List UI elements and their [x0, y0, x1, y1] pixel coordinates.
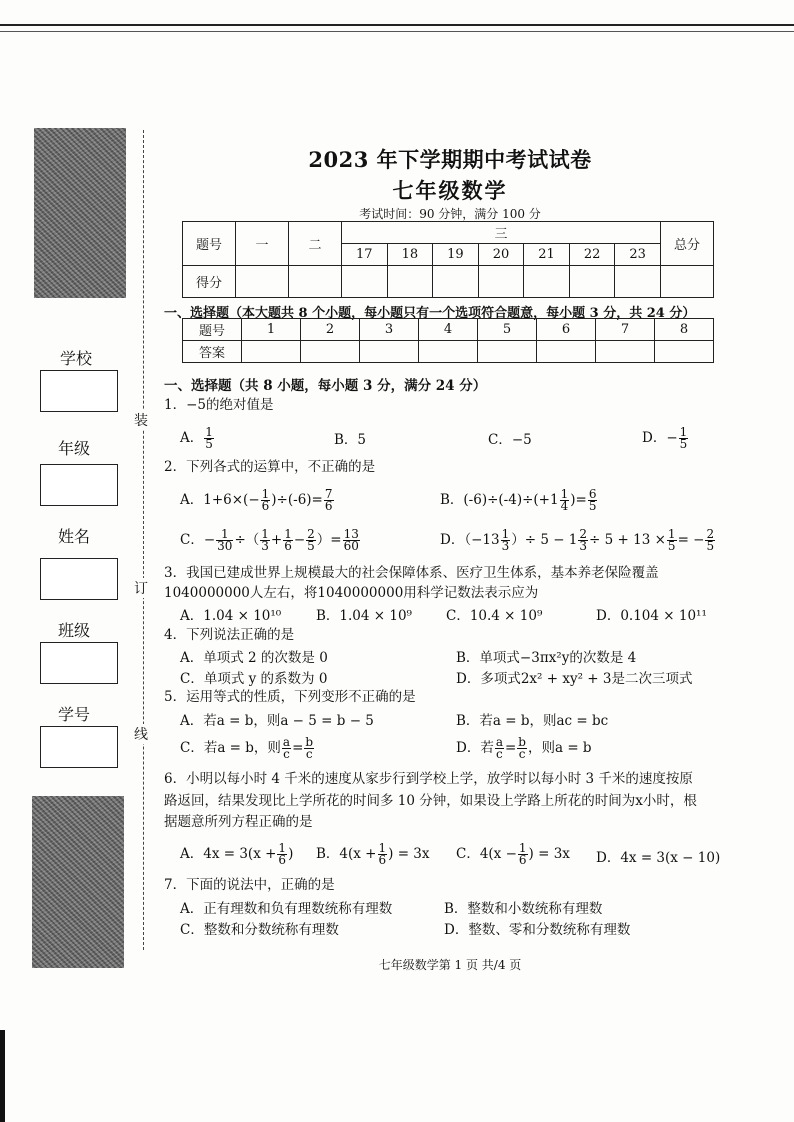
answer-number: 5 [478, 319, 537, 341]
score-subnum: 20 [478, 244, 524, 266]
question-3-option-a: A．1.04 × 10¹⁰ [180, 608, 282, 624]
question-4-option-b: B．单项式−3πx²y的次数是 4 [456, 650, 637, 666]
score-header-total: 总分 [661, 222, 714, 266]
answer-number: 6 [537, 319, 596, 341]
score-cell[interactable] [387, 266, 433, 298]
answer-number: 3 [360, 319, 419, 341]
scan-top-line [0, 24, 794, 26]
question-7-option-a: A．正有理数和负有理数统称有理数 [180, 901, 393, 917]
scan-top-line [0, 31, 794, 32]
answer-cell[interactable] [360, 341, 419, 363]
question-5-option-b: B．若a = b，则ac = bc [456, 713, 609, 729]
score-cell[interactable] [236, 266, 289, 298]
score-cell[interactable] [661, 266, 714, 298]
score-row-label: 得分 [183, 266, 236, 298]
exam-info: 考试时间：90 分钟，满分 100 分 [359, 207, 541, 221]
score-cell[interactable] [524, 266, 570, 298]
binding-line [143, 130, 144, 950]
question-2-option-d: D．（−13 $\frac{1}{3}$ ）÷ 5 − 1 $\frac{2}{3}$ ÷ 5 + 13 × $\frac{1}{5}$ = − $\frac{2}{5}$ [440, 527, 715, 553]
question-5-stem: 5．运用等式的性质，下列变形不正确的是 [164, 689, 416, 705]
question-3-stem-line1: 3．我国已建成世界上规模最大的社会保障体系、医疗卫生体系，基本养老保险覆盖 [164, 565, 659, 581]
scan-edge-mark [0, 1030, 5, 1122]
question-2-option-a: A．1+6×(− $\frac{1}{6}$ )÷(-6)= $\frac{7}{6}$ [180, 487, 333, 513]
answer-cell[interactable] [596, 341, 655, 363]
question-6-option-d: D．4x = 3(x − 10) [596, 850, 721, 866]
student-id-field[interactable] [40, 726, 118, 768]
question-7-option-c: C．整数和分数统称有理数 [180, 922, 339, 938]
binding-label-ding: 订 [134, 578, 148, 598]
question-3-option-b: B．1.04 × 10⁹ [316, 608, 412, 624]
question-4-option-d: D．多项式2x² + xy² + 3是二次三项式 [456, 671, 693, 687]
answer-cell[interactable] [419, 341, 478, 363]
answer-number: 8 [655, 319, 714, 341]
answer-number: 2 [301, 319, 360, 341]
class-field[interactable] [40, 642, 118, 684]
question-6-option-b: B．4(x + $\frac{1}{6}$ ) = 3x [316, 841, 430, 867]
subject-title: 七年级数学 [392, 178, 508, 203]
binding-label-xian: 线 [134, 724, 148, 744]
name-label: 姓名 [57, 527, 90, 546]
question-5-option-a: A．若a = b，则a − 5 = b − 5 [180, 713, 374, 729]
question-3-option-d: D．0.104 × 10¹¹ [596, 608, 707, 624]
answer-section-heading: 一、选择题（本大题共 8 个小题，每小题只有一个选项符合题意，每小题 3 分，共 24 分） [164, 306, 696, 321]
score-cell[interactable] [342, 266, 388, 298]
question-6-option-a: A．4x = 3(x + $\frac{1}{6}$ ) [180, 841, 294, 867]
question-1-stem: 1．−5的绝对值是 [164, 397, 274, 413]
answer-table [182, 318, 714, 363]
question-4-option-a: A．单项式 2 的次数是 0 [180, 650, 328, 666]
question-2-option-b: B．(-6)÷(-4)÷(+1 $\frac{1}{4}$ )= $\frac{6}{5}$ [440, 487, 597, 513]
score-subnum: 18 [387, 244, 433, 266]
page-footer: 七年级数学第 1 页 共/4 页 [378, 958, 522, 972]
answer-header-label: 题号 [183, 319, 242, 341]
grade-field[interactable] [40, 464, 118, 506]
student-id-label: 学号 [57, 705, 90, 724]
question-6-stem-line1: 6．小明以每小时 4 千米的速度从家步行到学校上学，放学时以每小时 3 千米的速度按原 [164, 771, 693, 787]
question-2-stem: 2．下列各式的运算中，不正确的是 [164, 459, 376, 475]
score-cell[interactable] [289, 266, 342, 298]
class-label: 班级 [57, 621, 90, 640]
school-field[interactable] [40, 370, 118, 412]
section-heading: 一、选择题（共 8 小题，每小题 3 分，满分 24 分） [164, 378, 487, 394]
answer-cell[interactable] [301, 341, 360, 363]
score-cell[interactable] [433, 266, 479, 298]
score-header-part2: 二 [289, 222, 342, 266]
question-2-option-c: C．− $\frac{1}{30}$ ÷（ $\frac{1}{3}$ + $\frac{1}{6}$ − $\frac{2}{5}$ ）= $\frac{13}{60}$ [180, 527, 359, 553]
question-3-stem-line2: 1040000000人左右，将1040000000用科学记数法表示应为 [164, 585, 539, 601]
question-6-stem-line3: 据题意所列方程正确的是 [164, 814, 313, 830]
school-label: 学校 [59, 349, 92, 368]
answer-cell[interactable] [242, 341, 301, 363]
answer-number: 4 [419, 319, 478, 341]
answer-number: 7 [596, 319, 655, 341]
answer-cell[interactable] [478, 341, 537, 363]
score-cell[interactable] [569, 266, 615, 298]
answer-cell[interactable] [655, 341, 714, 363]
score-header-label: 题号 [183, 222, 236, 266]
answer-number: 1 [242, 319, 301, 341]
question-5-option-c: C．若a = b，则 $\frac{a}{c}$ = $\frac{b}{c}$ [180, 735, 314, 761]
question-1-option-b: B．5 [334, 432, 367, 448]
exam-title: 2023 年下学期期中考试试卷 [308, 147, 592, 172]
score-subnum: 23 [615, 244, 661, 266]
score-subnum: 17 [342, 244, 388, 266]
score-header-part1: 一 [236, 222, 289, 266]
barcode-block-top [34, 128, 126, 298]
question-1-option-c: C．−5 [488, 432, 532, 448]
question-7-option-b: B．整数和小数统称有理数 [444, 901, 603, 917]
score-table [182, 221, 714, 298]
score-header-part3: 三 [342, 222, 661, 244]
answer-row-label: 答案 [183, 341, 242, 363]
question-6-option-c: C．4(x − $\frac{1}{6}$ ) = 3x [456, 841, 570, 867]
barcode-block-bottom [32, 796, 124, 968]
score-subnum: 19 [433, 244, 479, 266]
score-subnum: 22 [569, 244, 615, 266]
question-4-option-c: C．单项式 y 的系数为 0 [180, 671, 328, 687]
grade-label: 年级 [57, 439, 90, 458]
score-subnum: 21 [524, 244, 570, 266]
question-7-option-d: D．整数、零和分数统称有理数 [444, 922, 631, 938]
score-cell[interactable] [478, 266, 524, 298]
question-1-option-d: D．− $\frac{1}{5}$ [642, 425, 688, 451]
question-3-option-c: C．10.4 × 10⁹ [446, 608, 543, 624]
answer-cell[interactable] [537, 341, 596, 363]
score-cell[interactable] [615, 266, 661, 298]
question-6-stem-line2: 路返回，结果发现比上学所花的时间多 10 分钟，如果设上学路上所花的时间为x小时，根 [164, 793, 697, 809]
question-7-stem: 7．下面的说法中，正确的是 [164, 877, 335, 893]
name-field[interactable] [40, 558, 118, 600]
binding-label-zhuang: 装 [134, 410, 148, 430]
question-4-stem: 4．下列说法正确的是 [164, 627, 295, 643]
question-1-option-a: A． $\frac{1}{5}$ [180, 425, 213, 451]
question-5-option-d: D．若 $\frac{a}{c}$ = $\frac{b}{c}$ ，则a = b [456, 735, 592, 761]
